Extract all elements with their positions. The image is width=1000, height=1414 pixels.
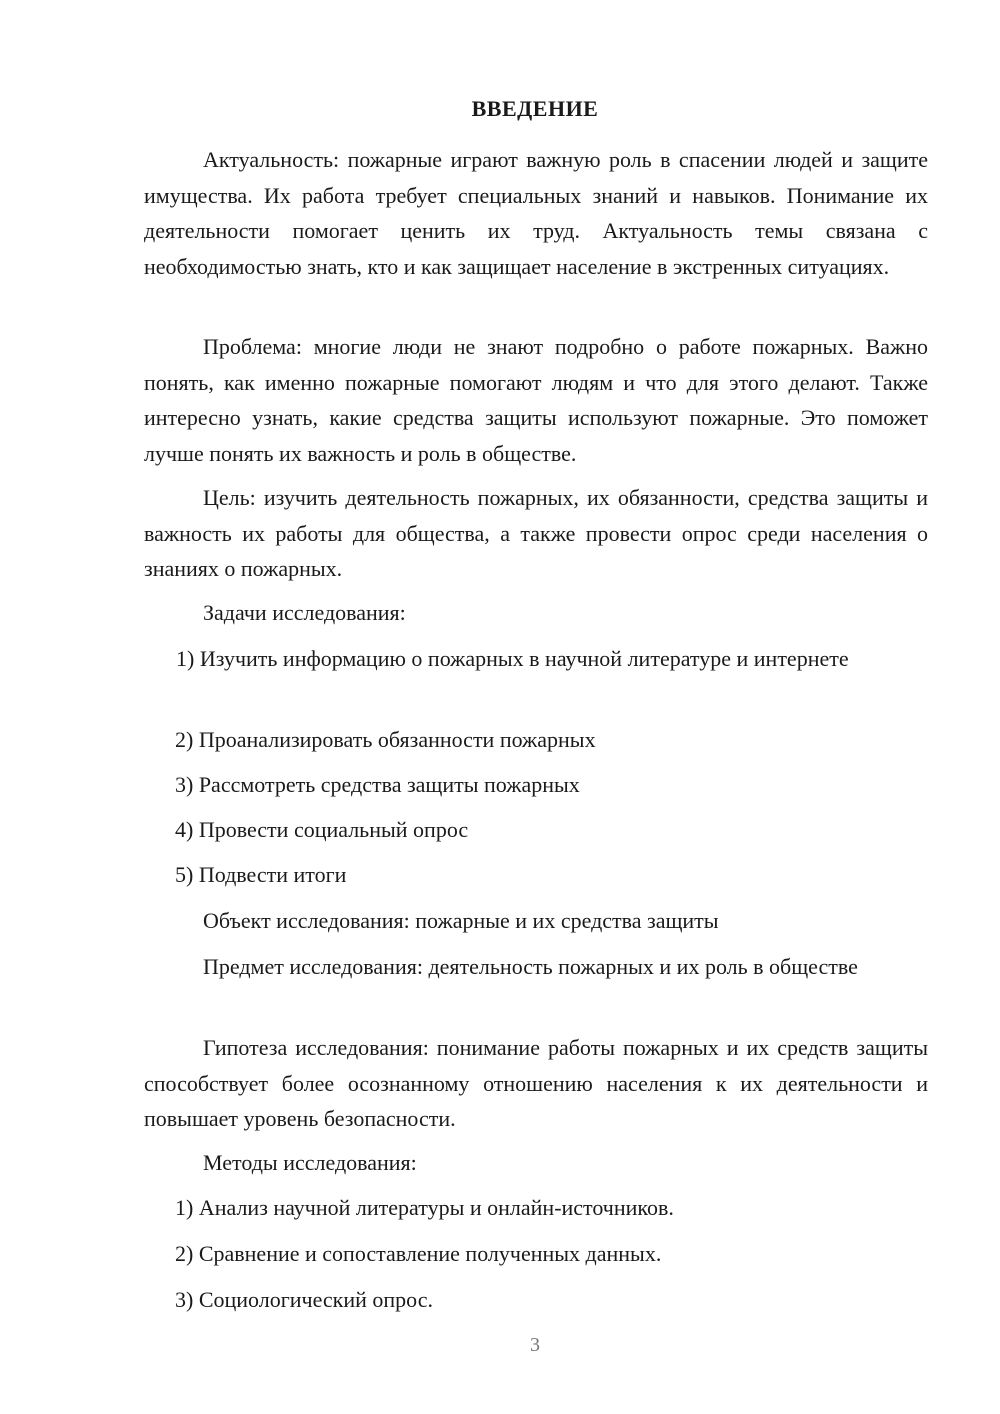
paragraph-problem: Проблема: многие люди не знают подробно о работе пожарных. Важно понять, как именно пожарные помогают людям и что для этого делают. Также интересно узнать, какие средства защиты используют пожарные. Это поможет лучше понять их важность и роль в обществе.: [144, 334, 928, 466]
task-item-5: 5) Подвести итоги: [175, 862, 347, 887]
method-item-1: 1) Анализ научной литературы и онлайн-источников.: [175, 1195, 674, 1220]
page-number: 3: [530, 1334, 540, 1356]
task-item-4: 4) Провести социальный опрос: [175, 817, 469, 842]
paragraph-relevance: Актуальность: пожарные играют важную роль в спасении людей и защите имущества. Их работа требует специальных знаний и навыков. Понимание их деятельности помогает ценить их труд. Актуальность темы связана с необходимостью знать, кто и как защищает население в экстренных ситуациях.: [144, 147, 928, 279]
task-item-2: 2) Проанализировать обязанности пожарных: [175, 727, 596, 752]
methods-heading: Методы исследования:: [203, 1150, 417, 1175]
method-item-2: 2) Сравнение и сопоставление полученных данных.: [175, 1241, 662, 1266]
paragraph-goal: Цель: изучить деятельность пожарных, их обязанности, средства защиты и важность их работы для общества, а также провести опрос среди населения о знаниях о пожарных.: [144, 485, 928, 581]
paragraph-object: Объект исследования: пожарные и их средства защиты: [203, 908, 719, 933]
method-item-3: 3) Социологический опрос.: [175, 1287, 433, 1312]
task-item-1: 1) Изучить информацию о пожарных в научной литературе и интернете: [176, 646, 849, 671]
page-title: ВВЕДЕНИЕ: [471, 96, 599, 121]
paragraph-subject: Предмет исследования: деятельность пожарных и их роль в обществе: [203, 954, 858, 979]
task-item-3: 3) Рассмотреть средства защиты пожарных: [175, 772, 580, 797]
paragraph-hypothesis: Гипотеза исследования: понимание работы пожарных и их средств защиты способствует более осознанному отношению населения к их деятельности и повышает уровень безопасности.: [144, 1035, 928, 1131]
tasks-heading: Задачи исследования:: [203, 600, 406, 625]
